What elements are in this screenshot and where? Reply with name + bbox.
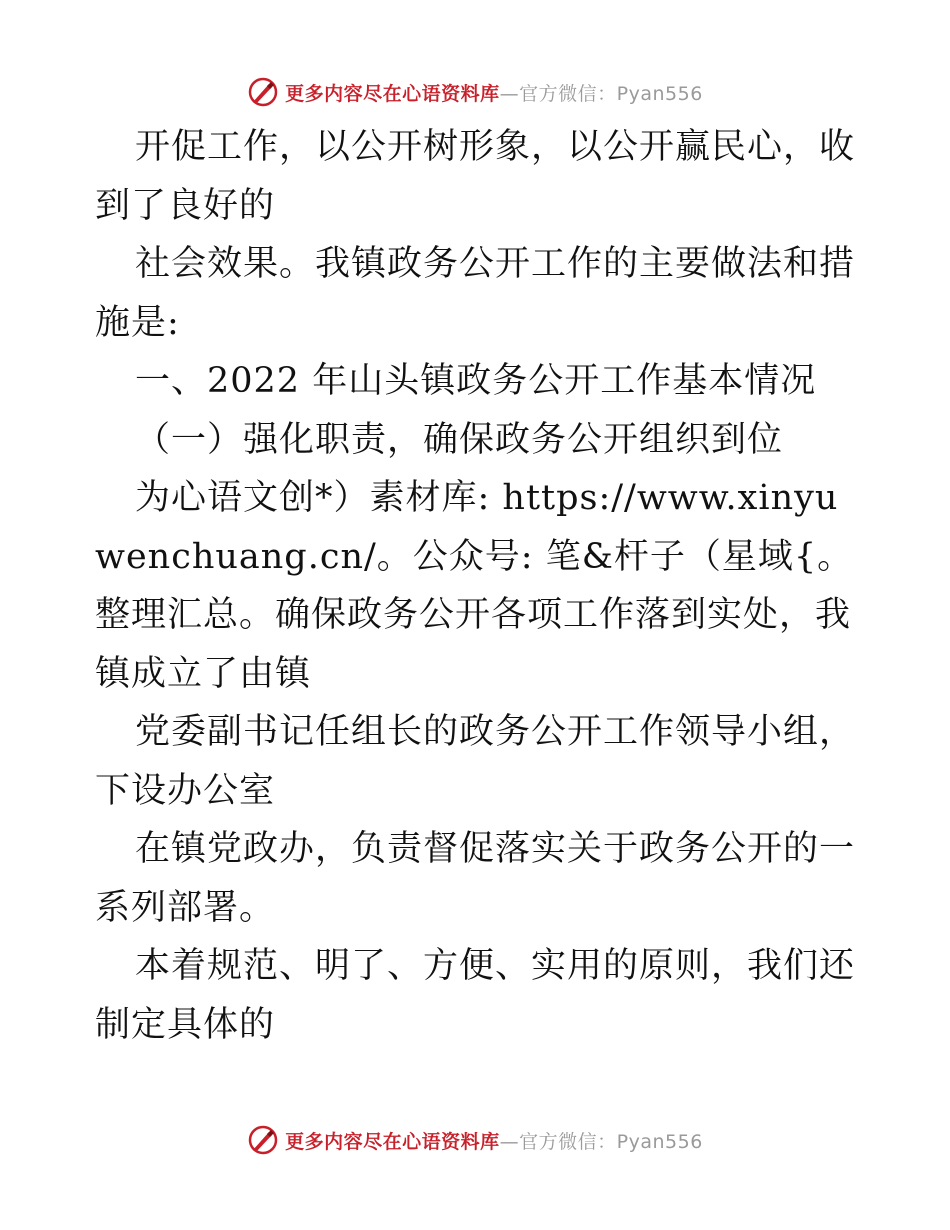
paragraph: 在镇党政办，负责督促落实关于政务公开的一系列部署。 — [95, 829, 856, 928]
footer-official: —官方微信：Pyan556 — [499, 1130, 703, 1153]
footer-banner — [0, 1120, 950, 1160]
subsection-heading: （一）强化职责，确保政务公开组织到位 — [135, 419, 784, 460]
header-official: —官方微信：Pyan556 — [499, 82, 703, 105]
paragraph: 开促工作，以公开树形象，以公开赢民心，收到了良好的 — [95, 127, 856, 226]
footer-brand: 更多内容尽在心语资料库 — [285, 1130, 500, 1153]
document-body — [95, 118, 855, 1054]
pen-logo-icon — [247, 1124, 279, 1156]
header-banner — [0, 72, 950, 112]
paragraph: 党委副书记任组长的政务公开工作领导小组，下设办公室 — [95, 712, 856, 811]
section-heading: 一、2022 年山头镇政务公开工作基本情况 — [135, 361, 817, 401]
paragraph: 社会效果。我镇政务公开工作的主要做法和措施是: — [95, 244, 856, 343]
pen-logo-icon — [247, 76, 279, 108]
paragraph: 本着规范、明了、方便、实用的原则，我们还制定具体的 — [95, 946, 856, 1045]
header-brand: 更多内容尽在心语资料库 — [285, 82, 500, 105]
paragraph: 为心语文创*）素材库: https://www.xinyuwenchuang.cn/。公众号: 笔&杆子（星域{。整理汇总。确保政务公开各项工作落到实处，我镇成立了由镇 — [95, 478, 854, 694]
